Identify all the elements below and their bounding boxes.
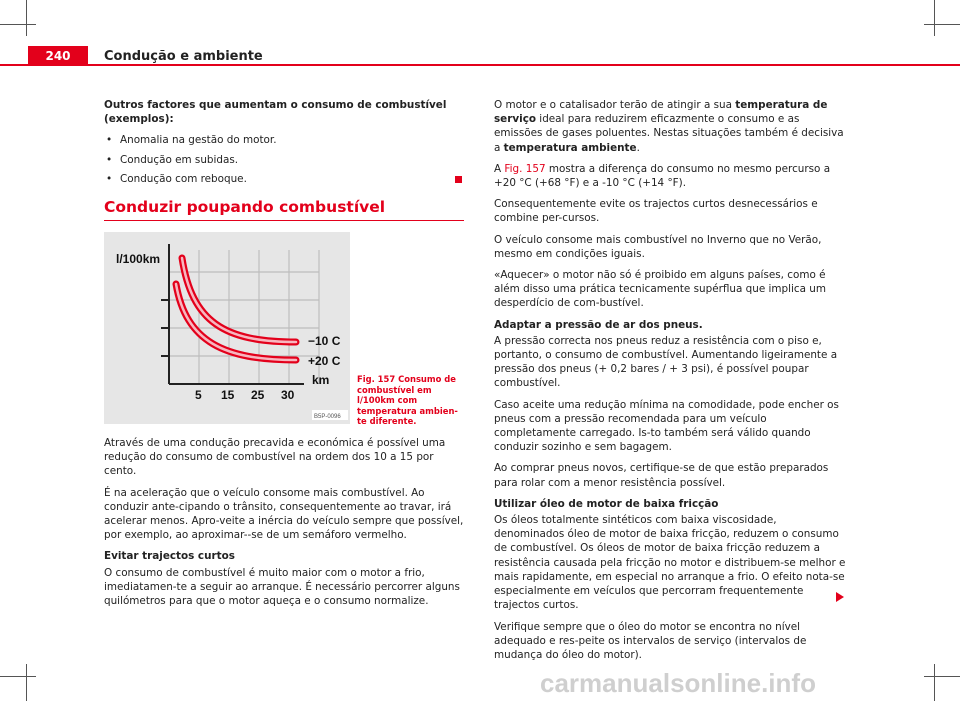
x-tick-label: 5 — [195, 388, 202, 402]
section-title: Conduzir poupando combustível — [104, 198, 464, 221]
list-item: • Condução em subidas. — [104, 153, 464, 167]
page-number: 240 — [28, 46, 88, 66]
continue-arrow-icon — [836, 592, 844, 602]
text-span: ideal para reduzirem eficazmente o consumo e as emissões de gases poluentes. Nestas situações também é decisiva a — [494, 113, 844, 154]
emphasis: temperatura ambiente — [503, 141, 637, 154]
list-item: • Condução com reboque. — [104, 172, 464, 186]
paragraph: Os óleos totalmente sintéticos com baixa viscosidade, denominados óleo de motor de baixa fricção, reduzem o consumo de combustível. Os óleos de motor de baixa fricção reduzem a resistência causada pela fricção no motor e distribuem-se melhor e mais rapidamente, em especial no arranque a frio. O efeito nota-se especialmente em veículos que percorram frequentemente trajectos curtos. — [494, 514, 846, 612]
x-tick-label: 25 — [251, 388, 265, 402]
crop-mark — [934, 664, 935, 701]
text-span: O motor e o catalisador terão de atingir a sua — [494, 99, 736, 111]
figure-link[interactable]: Fig. 157 — [504, 162, 546, 175]
paragraph: Consequentemente evite os trajectos curtos desnecessários e combine per-cursos. — [494, 198, 818, 225]
crop-mark — [924, 676, 960, 677]
paragraph: É na aceleração que o veículo consome mais combustível. Ao conduzir ante-cipando o trânsito, consequentemente ao travar, irá acelerar menos. Apro-veite a inércia do veículo sempre que possível, por exemplo, ao aproximar--se de um semáforo vermelho. — [104, 486, 464, 542]
subheading: Adaptar a pressão de ar dos pneus. — [494, 318, 703, 331]
figure-157 — [104, 232, 350, 424]
text-span: . — [636, 141, 640, 154]
subheading: Utilizar óleo de motor de baixa fricção — [494, 497, 719, 510]
paragraph: A pressão correcta nos pneus reduz a resistência com o piso e, portanto, o consumo de combustível. Aumentando ligeiramente a pressão dos pneus (+ 0,2 bares / + 3 psi), é possível poupar combustível. — [494, 334, 838, 390]
left-column-body — [104, 436, 466, 615]
paragraph: «Aquecer» o motor não só é proibido em alguns países, como é além disso uma prática tecnicamente supérflua que implica um desperdício de com-bustível. — [494, 269, 827, 310]
paragraph: Caso aceite uma redução mínima na comodidade, pode encher os pneus com a pressão recomendada para um veículo completamente carregado. Is-to também será válido quando conduzir sozinho e sem bagagem. — [494, 398, 839, 454]
figure-caption: Fig. 157 Consumo de combustível em l/100km com temperatura ambien-te diferente. — [357, 374, 458, 426]
crop-mark — [0, 676, 36, 677]
watermark: carmanualsonline.info — [540, 668, 816, 698]
paragraph: O veículo consome mais combustível no Inverno que no Verão, mesmo em condições iguais. — [494, 233, 822, 260]
factors-list — [104, 133, 464, 186]
crop-mark — [934, 0, 935, 36]
series-label: −10 C — [308, 334, 341, 348]
x-axis-label: km — [312, 373, 330, 387]
subheading: Evitar trajectos curtos — [104, 550, 235, 563]
x-tick-label: 15 — [221, 388, 235, 402]
crop-mark — [26, 0, 27, 36]
consumption-chart — [104, 232, 350, 424]
text-span: A — [494, 162, 505, 175]
header-rule — [0, 64, 960, 66]
text-span: mostra a diferença do consumo no mesmo percurso a +20 °C (+68 °F) e a -10 °C (+14 °F). — [494, 162, 831, 190]
paragraph: Através de uma condução precavida e económica é possível uma redução do consumo de combustível na ordem dos 10 a 15 por cento. — [104, 437, 446, 478]
figure-code: B5P-0096 — [314, 414, 341, 420]
chapter-title: Condução e ambiente — [104, 49, 263, 64]
paragraph — [494, 162, 846, 190]
right-column — [494, 98, 846, 669]
crop-mark — [0, 24, 36, 25]
paragraph: Ao comprar pneus novos, certifique-se de que estão preparados para rolar com a menor resistência possível. — [494, 462, 829, 489]
crop-mark — [924, 24, 960, 25]
y-axis-label: l/100km — [116, 252, 161, 266]
list-item: • Anomalia na gestão do motor. — [104, 133, 464, 147]
series-label: +20 C — [308, 354, 341, 368]
end-of-section-mark — [455, 176, 462, 183]
crop-mark — [26, 664, 27, 701]
left-column-top — [104, 98, 464, 191]
emphasis: temperatura de serviço — [494, 99, 828, 126]
paragraph: Verifique sempre que o óleo do motor se encontra no nível adequado e res-peite os intervalos de serviço (intervalos de mudança do óleo do motor). — [494, 620, 807, 661]
factors-title: Outros factores que aumentam o consumo de combustível (exemplos): — [104, 99, 447, 126]
paragraph — [494, 98, 846, 155]
paragraph: O consumo de combustível é muito maior com o motor a frio, imediatamen-te a seguir ao arranque. É necessário percorrer alguns quilómetros para que o motor aqueça e o consumo normalize. — [104, 566, 460, 608]
x-tick-label: 30 — [281, 388, 295, 402]
